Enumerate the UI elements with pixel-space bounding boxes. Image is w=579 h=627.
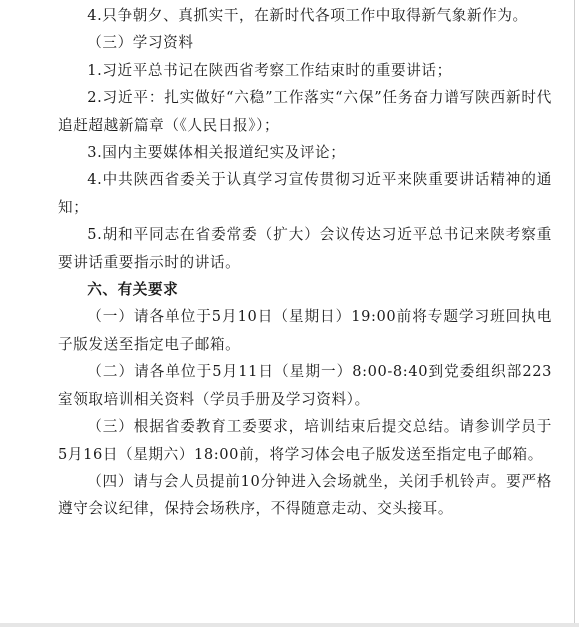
requirement-3: （三）根据省委教育工委要求，培训结束后提交总结。请参训学员于5月16日（星期六）18:00前，将学习体会电子版发送至指定电子邮箱。 [58, 418, 552, 463]
page-bottom-border [0, 623, 579, 627]
item-4-text: 4.只争朝夕、真抓实干，在新时代各项工作中取得新气象新作为。 [87, 7, 528, 24]
section-six-heading: 六、有关要求 [87, 281, 179, 299]
material-1: 1.习近平总书记在陕西省考察工作结束时的重要讲话； [87, 61, 452, 79]
requirement-1: （一）请各单位于5月10日（星期日）19:00前将专题学习班回执电子版发送至指定电子邮箱。 [58, 308, 552, 353]
requirement-2: （二）请各单位于5月11日（星期一）8:00-8:40到党委组织部223室领取培训相关资料（学员手册及学习资料）。 [58, 363, 552, 408]
material-5: 5.胡和平同志在省委常委（扩大）会议传达习近平总书记来陕考察重要讲话重要指示时的讲话。 [58, 226, 552, 271]
document-body [58, 2, 552, 523]
material-2: 2.习近平：扎实做好“六稳”工作落实“六保”任务奋力谱写陕西新时代追赶超越新篇章（《人民日报》）； [58, 89, 552, 134]
material-4: 4.中共陕西省委关于认真学习宣传贯彻习近平来陕重要讲话精神的通知； [58, 171, 552, 216]
page-right-border [574, 0, 575, 627]
requirement-4: （四）请与会人员提前10分钟进入会场就坐，关闭手机铃声。要严格遵守会议纪律，保持会场秩序，不得随意走动、交头接耳。 [58, 472, 552, 518]
section-three-title: （三）学习资料 [87, 34, 194, 52]
material-3: 3.国内主要媒体相关报道纪实及评论； [87, 144, 346, 162]
